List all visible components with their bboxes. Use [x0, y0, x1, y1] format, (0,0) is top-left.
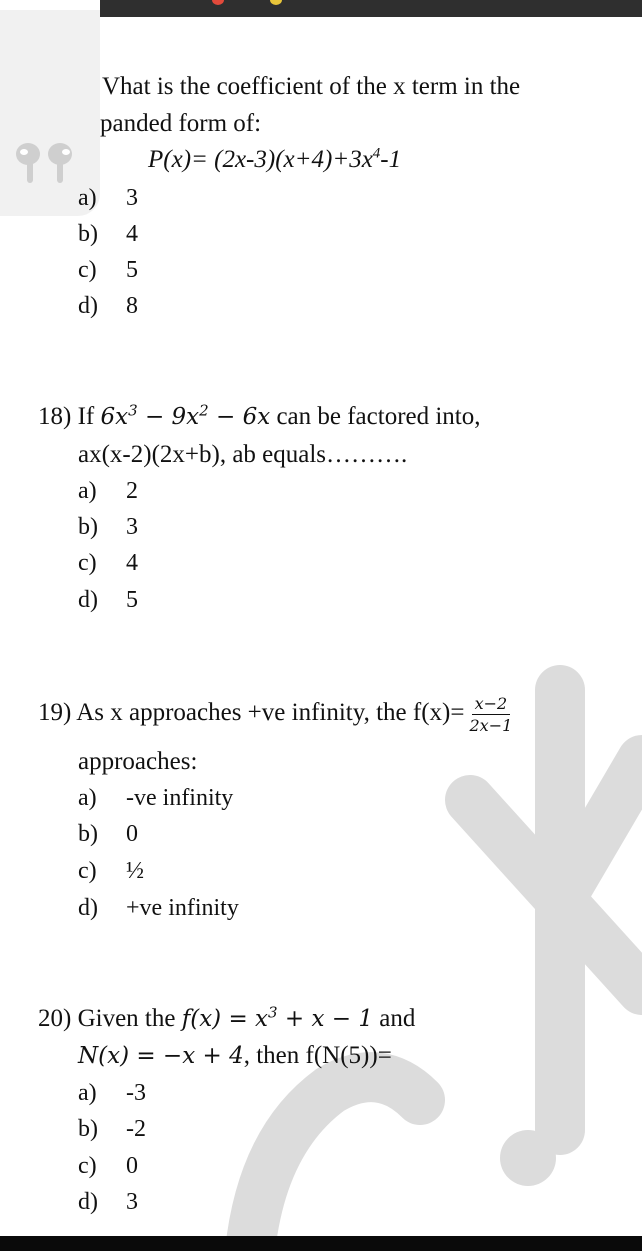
option-text: ½ — [126, 858, 144, 884]
option-label: a) — [78, 1080, 97, 1106]
option-label: b) — [78, 514, 98, 540]
q18-option-a[interactable] — [78, 477, 138, 505]
q18-if: If — [77, 403, 95, 430]
fraction-denominator: 2x−1 — [469, 716, 513, 735]
q18-number: 18) — [38, 403, 72, 430]
option-label: b) — [78, 221, 98, 247]
poly-term-a: 6x — [100, 404, 129, 430]
fraction-numerator: x−2 — [472, 694, 511, 715]
q17-formula-exponent: 4 — [372, 145, 381, 162]
option-label: a) — [78, 478, 97, 504]
option-text: 8 — [126, 293, 138, 319]
q19-option-a[interactable] — [78, 784, 233, 812]
q19-text: As x approaches +ve infinity, the f(x)= — [76, 699, 465, 727]
q19-number: 19) — [38, 699, 72, 727]
option-text: 0 — [126, 1153, 138, 1179]
q19-option-c[interactable] — [78, 857, 144, 885]
q17-formula-tail: -1 — [380, 146, 402, 173]
option-text: 3 — [126, 185, 138, 211]
q20-n-definition: N(x) = −x + 4 — [78, 1043, 244, 1069]
option-text: 2 — [126, 478, 138, 504]
airpods-icon — [14, 142, 76, 186]
q17-option-a[interactable] — [78, 184, 138, 212]
option-text: 4 — [126, 550, 138, 576]
option-label: d) — [78, 895, 98, 921]
q20-question-line1 — [38, 1004, 415, 1034]
option-label: c) — [78, 858, 97, 884]
q20-option-c[interactable] — [78, 1152, 138, 1180]
q19-option-b[interactable] — [78, 820, 138, 848]
q17-text-line2: panded form of: — [100, 110, 262, 137]
q18-option-c[interactable] — [78, 549, 138, 577]
q20-then: , then f(N(5))= — [243, 1042, 392, 1069]
option-text: +ve infinity — [126, 895, 239, 921]
f-exp: 3 — [268, 1003, 278, 1022]
q20-f-definition — [181, 1003, 373, 1032]
q19-question-line2: approaches: — [78, 748, 198, 775]
yellow-dot-icon — [270, 0, 282, 5]
option-text: -3 — [126, 1080, 146, 1106]
option-label: d) — [78, 587, 98, 613]
poly-exp-a: 3 — [128, 401, 138, 420]
q20-and: and — [379, 1005, 416, 1032]
q20-number: 20) — [38, 1005, 72, 1032]
option-text: 0 — [126, 821, 138, 847]
q20-option-b[interactable] — [78, 1115, 146, 1143]
q19-option-d[interactable] — [78, 894, 239, 922]
q17-option-d[interactable] — [78, 292, 138, 320]
q17-formula — [148, 145, 401, 175]
q17-text-line1: Vhat is the coefficient of the x term in the — [102, 73, 521, 100]
option-text: -2 — [126, 1116, 146, 1142]
option-text: 5 — [126, 257, 138, 283]
option-text: -ve infinity — [126, 785, 234, 811]
option-label: b) — [78, 1116, 98, 1142]
option-label: c) — [78, 550, 97, 576]
poly-term-b: − 9x — [137, 404, 200, 430]
red-dot-icon — [212, 0, 224, 5]
f-def: f(x) = x — [181, 1006, 269, 1032]
poly-term-c: − 6x — [208, 404, 271, 430]
q18-option-d[interactable] — [78, 586, 138, 614]
top-status-bar — [100, 0, 642, 17]
option-text: 3 — [126, 1189, 138, 1215]
option-text: 4 — [126, 221, 138, 247]
option-label: c) — [78, 1153, 97, 1179]
option-label: d) — [78, 293, 98, 319]
option-text: 3 — [126, 514, 138, 540]
q17-formula-main: P(x)= (2x-3)(x+4)+3x — [148, 146, 373, 173]
q18-question-line1 — [38, 402, 481, 432]
option-label: d) — [78, 1189, 98, 1215]
q20-option-a[interactable] — [78, 1079, 146, 1107]
option-label: a) — [78, 185, 97, 211]
q17-option-c[interactable] — [78, 256, 138, 284]
option-text: 5 — [126, 587, 138, 613]
option-label: a) — [78, 785, 97, 811]
option-label: b) — [78, 821, 98, 847]
f-tail: + x − 1 — [277, 1006, 373, 1032]
bottom-bar — [0, 1236, 642, 1251]
q17-option-b[interactable] — [78, 220, 138, 248]
q18-question-line2: ax(x-2)(2x+b), ab equals………. — [78, 441, 408, 468]
q20-option-d[interactable] — [78, 1188, 138, 1216]
q20-given: Given the — [77, 1005, 176, 1032]
q18-polynomial — [100, 401, 271, 430]
q18-tail: can be factored into, — [276, 403, 481, 430]
q20-question-line2 — [78, 1041, 392, 1071]
option-label: c) — [78, 257, 97, 283]
poly-exp-b: 2 — [199, 401, 209, 420]
q19-fraction — [466, 694, 515, 735]
q18-option-b[interactable] — [78, 513, 138, 541]
q19-question-line1 — [38, 694, 515, 735]
